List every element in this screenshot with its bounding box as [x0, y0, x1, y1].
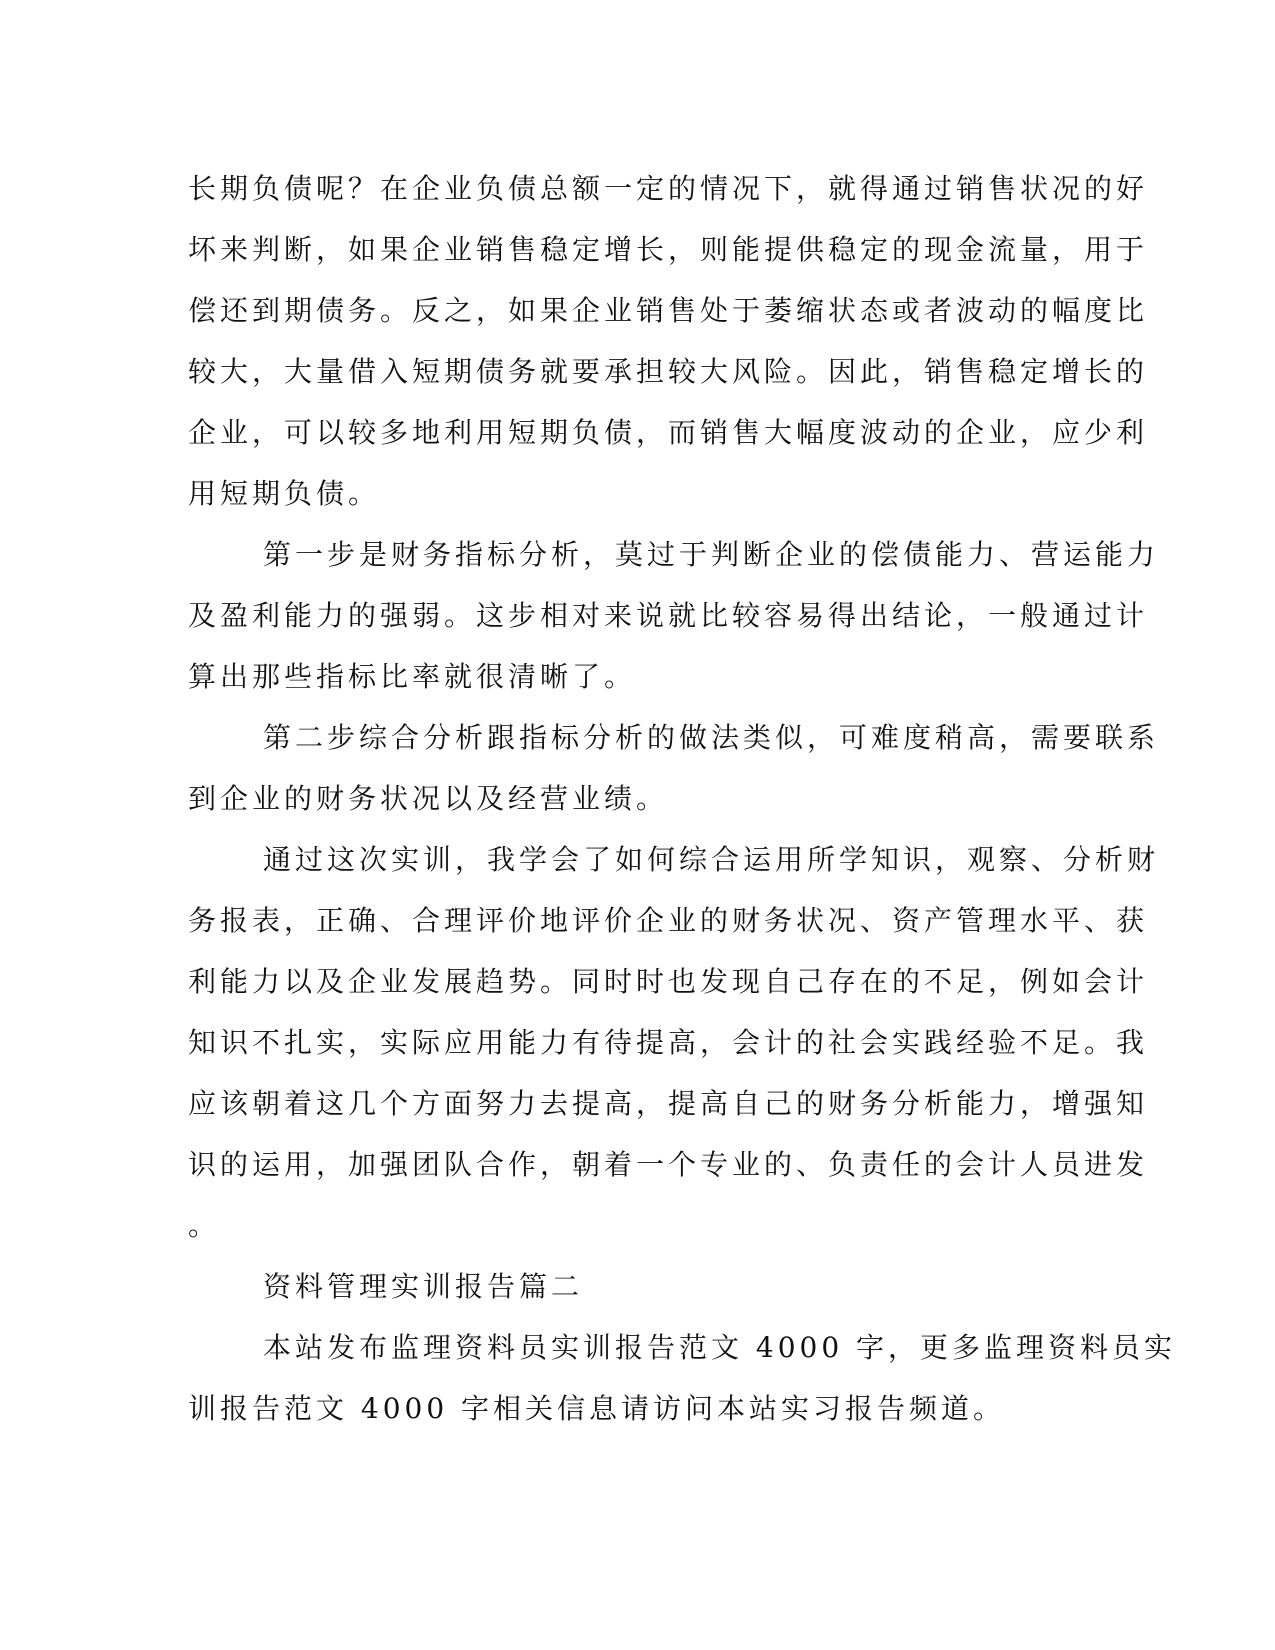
text-line: 算出那些指标比率就很清晰了。: [188, 660, 637, 693]
text-line: 。: [188, 1209, 221, 1242]
text-line: 训报告范文 4000 字相关信息请访问本站实习报告频道。: [188, 1392, 1006, 1425]
text-line: 用短期负债。: [188, 477, 381, 510]
text-line: 知识不扎实，实际应用能力有待提高，会计的社会实践经验不足。我: [188, 1026, 1149, 1059]
text-line: 应该朝着这几个方面努力去提高，提高自己的财务分析能力，增强知: [188, 1087, 1149, 1120]
text-line: 较大，大量借入短期债务就要承担较大风险。因此，销售稳定增长的: [188, 355, 1149, 388]
section-heading: [188, 1256, 1068, 1317]
paragraph-site-notice: [188, 1317, 1177, 1439]
text-line: 偿还到期债务。反之，如果企业销售处于萎缩状态或者波动的幅度比: [188, 294, 1149, 327]
text-line: 第二步综合分析跟指标分析的做法类似，可难度稍高，需要联系: [263, 721, 1160, 754]
text-line: 到企业的财务状况以及经营业绩。: [188, 782, 669, 815]
text-line: 本站发布监理资料员实训报告范文 4000 字，更多监理资料员实: [263, 1331, 1177, 1364]
paragraph-short-term-debt: [188, 158, 1149, 524]
text-line: 坏来判断，如果企业销售稳定增长，则能提供稳定的现金流量，用于: [188, 233, 1149, 266]
text-line: 企业，可以较多地利用短期负债，而销售大幅度波动的企业，应少利: [188, 416, 1149, 449]
paragraph-step-two: [188, 707, 1160, 829]
text-line: 识的运用，加强团队合作，朝着一个专业的、负责任的会计人员进发: [188, 1148, 1149, 1181]
paragraph-conclusion: [188, 829, 1160, 1256]
text-line: 长期负债呢？在企业负债总额一定的情况下，就得通过销售状况的好: [188, 172, 1149, 205]
text-line: 第一步是财务指标分析，莫过于判断企业的偿债能力、营运能力: [263, 538, 1160, 571]
document-body: [188, 158, 1177, 1439]
section-title: 资料管理实训报告篇二: [263, 1270, 584, 1303]
paragraph-step-one: [188, 524, 1160, 707]
text-line: 及盈利能力的强弱。这步相对来说就比较容易得出结论，一般通过计: [188, 599, 1149, 632]
text-line: 务报表，正确、合理评价地评价企业的财务状况、资产管理水平、获: [188, 904, 1149, 937]
text-line: 利能力以及企业发展趋势。同时时也发现自己存在的不足，例如会计: [188, 965, 1149, 998]
text-line: 通过这次实训，我学会了如何综合运用所学知识，观察、分析财: [263, 843, 1160, 876]
